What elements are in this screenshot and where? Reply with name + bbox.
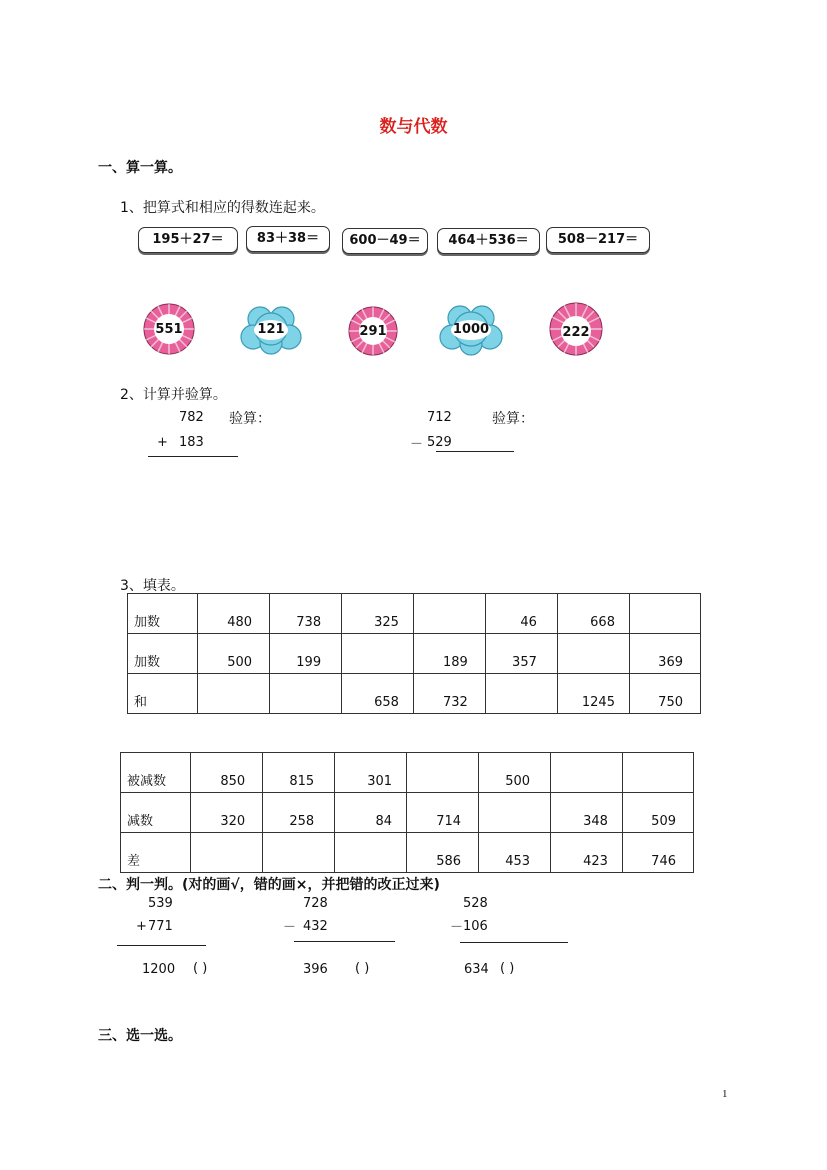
cell-text: 199	[296, 655, 322, 670]
table-cell	[557, 674, 629, 714]
cell-text: 减数	[127, 814, 154, 829]
cell-text: 423	[583, 854, 608, 869]
cell-text: 258	[289, 814, 315, 829]
table-cell	[551, 833, 623, 873]
cell-text: 586	[436, 854, 462, 869]
table-row	[121, 833, 694, 873]
blank-answer-cell[interactable]	[270, 674, 342, 714]
table-cell	[191, 793, 263, 833]
table-cell	[622, 793, 693, 833]
cell-text	[335, 869, 406, 872]
table-cell	[413, 674, 485, 714]
table-cell	[479, 833, 551, 873]
cell-text	[198, 710, 269, 713]
q3-label: 3、填表。	[120, 578, 185, 594]
cell-text: 357	[512, 655, 537, 670]
cell-text: 差	[127, 854, 141, 869]
table-cell	[270, 594, 342, 634]
flower-answer-2	[240, 305, 302, 355]
table-row	[128, 594, 701, 634]
row-header-cell	[121, 793, 191, 833]
blank-answer-cell[interactable]	[342, 634, 414, 674]
cell-text	[486, 710, 557, 713]
cell-text: 加数	[134, 615, 161, 630]
row-header-cell	[128, 594, 198, 634]
table-row	[128, 674, 701, 714]
table-cell	[557, 594, 629, 634]
cell-text: 500	[227, 655, 253, 670]
cell-text: 509	[651, 814, 676, 829]
expression-box-5: 508－217＝	[546, 227, 650, 253]
s2-p2-judge-paren[interactable]: ( )	[355, 961, 370, 976]
answer-4: 1000	[452, 322, 490, 337]
table-cell	[263, 793, 335, 833]
blank-answer-cell[interactable]	[551, 753, 623, 793]
cell-text: 189	[443, 655, 468, 670]
s2-p1-top: 539	[148, 896, 173, 911]
q2-p2-top: 712	[427, 410, 452, 425]
cell-text: 369	[658, 655, 683, 670]
blank-answer-cell[interactable]	[335, 833, 407, 873]
cell-text	[270, 710, 341, 713]
cell-text: 被减数	[127, 774, 167, 789]
expression-box-3: 600－49＝	[342, 228, 428, 254]
cell-text: 746	[651, 854, 676, 869]
s2-p2-top: 728	[303, 896, 328, 911]
section2-heading: 二、判一判。(对的画√，错的画×，并把错的改正过来)	[98, 877, 440, 893]
answer-2: 121	[257, 322, 285, 337]
blank-answer-cell[interactable]	[485, 674, 557, 714]
q2-p1-top: 782	[179, 410, 204, 425]
s2-p1-line	[117, 945, 206, 946]
q2-p2-op: －	[410, 437, 424, 452]
table-row	[128, 634, 701, 674]
table-cell	[479, 753, 551, 793]
q2-p2-answer-line	[436, 451, 514, 452]
section3-heading: 三、选一选。	[98, 1028, 182, 1044]
table-cell	[629, 634, 700, 674]
flower-answer-1	[142, 302, 196, 356]
cell-text: 加数	[134, 655, 161, 670]
cell-text: 和	[134, 695, 148, 710]
s2-p2-result: 396	[303, 962, 328, 977]
cell-text: 668	[590, 615, 615, 630]
cell-text: 714	[436, 814, 462, 829]
table-cell	[335, 753, 407, 793]
row-header-cell	[128, 634, 198, 674]
table-cell	[263, 753, 335, 793]
table-cell	[551, 793, 623, 833]
blank-answer-cell[interactable]	[557, 634, 629, 674]
table-row	[121, 793, 694, 833]
table-cell	[191, 753, 263, 793]
page-title: 数与代数	[379, 117, 448, 137]
cell-text	[191, 869, 262, 872]
s2-p3-judge-paren[interactable]: ( )	[500, 961, 515, 976]
cell-text: 750	[658, 695, 683, 710]
table-cell	[407, 833, 479, 873]
blank-answer-cell[interactable]	[407, 753, 479, 793]
flower-answer-3	[347, 305, 399, 357]
q2-p1-answer-line	[148, 456, 238, 457]
cell-text: 850	[220, 774, 246, 789]
cell-text: 738	[296, 615, 322, 630]
cell-text	[263, 869, 334, 872]
table-cell	[198, 634, 270, 674]
blank-answer-cell[interactable]	[622, 753, 693, 793]
q2-p2-check: 验算：	[492, 411, 534, 427]
table-cell	[622, 833, 693, 873]
s2-p3-op: －	[450, 920, 464, 935]
answer-3: 291	[359, 324, 387, 339]
s2-p1-result: 1200	[142, 962, 176, 977]
table-cell	[629, 674, 700, 714]
table-cell	[342, 594, 414, 634]
cell-text: 732	[443, 695, 468, 710]
table-cell	[342, 674, 414, 714]
table-cell	[335, 793, 407, 833]
table-row	[121, 753, 694, 793]
expression-box-2: 83＋38＝	[246, 226, 330, 252]
cell-text: 348	[583, 814, 608, 829]
cell-text: 325	[374, 615, 399, 630]
blank-answer-cell[interactable]	[413, 594, 485, 634]
section1-heading: 一、算一算。	[98, 160, 182, 176]
answer-1: 551	[155, 322, 183, 337]
cell-text: 658	[374, 695, 399, 710]
blank-answer-cell[interactable]	[263, 833, 335, 873]
table-cell	[485, 634, 557, 674]
answer-5: 222	[562, 325, 590, 340]
row-header-cell	[121, 753, 191, 793]
table-cell	[485, 594, 557, 634]
flower-answer-4	[439, 304, 503, 356]
expression-box-1: 195＋27＝	[138, 227, 238, 253]
flower-answer-5	[548, 301, 604, 357]
s2-p2-bottom: 432	[303, 919, 328, 934]
cell-text: 480	[227, 615, 253, 630]
q2-p1-op: +	[157, 435, 168, 450]
cell-text: 301	[367, 774, 393, 789]
blank-answer-cell[interactable]	[629, 594, 700, 634]
expression-box-4: 464＋536＝	[437, 228, 540, 254]
q1-label: 1、把算式和相应的得数连起来。	[120, 200, 325, 216]
q2-p1-check: 验算：	[229, 411, 271, 427]
s2-p2-op: －	[283, 920, 297, 935]
s2-p2-line	[294, 941, 395, 942]
s2-p3-result: 634	[464, 962, 489, 977]
table-cell	[413, 634, 485, 674]
s2-p3-line	[460, 942, 568, 943]
cell-text: 320	[220, 814, 246, 829]
subtraction-table	[120, 752, 694, 873]
cell-text: 453	[505, 854, 531, 869]
cell-text: 1245	[581, 695, 615, 710]
page-number: 1	[722, 1088, 728, 1100]
blank-answer-cell[interactable]	[479, 793, 551, 833]
q2-label: 2、计算并验算。	[120, 387, 227, 403]
blank-answer-cell[interactable]	[191, 833, 263, 873]
table-cell	[198, 594, 270, 634]
row-header-cell	[128, 674, 198, 714]
q2-p1-bottom: 183	[179, 435, 204, 450]
s2-p1-bottom: 771	[148, 919, 173, 934]
cell-text: 84	[375, 814, 393, 829]
s2-p3-bottom: 106	[463, 919, 488, 934]
cell-text: 46	[520, 615, 537, 630]
s2-p1-judge-paren[interactable]: ( )	[193, 961, 208, 976]
blank-answer-cell[interactable]	[198, 674, 270, 714]
cell-text: 815	[289, 774, 315, 789]
addition-table	[127, 593, 701, 714]
row-header-cell	[121, 833, 191, 873]
table-cell	[270, 634, 342, 674]
q2-p2-bottom: 529	[427, 435, 452, 450]
table-cell	[407, 793, 479, 833]
cell-text: 500	[505, 774, 531, 789]
s2-p1-op: +	[136, 919, 147, 934]
s2-p3-top: 528	[463, 896, 488, 911]
